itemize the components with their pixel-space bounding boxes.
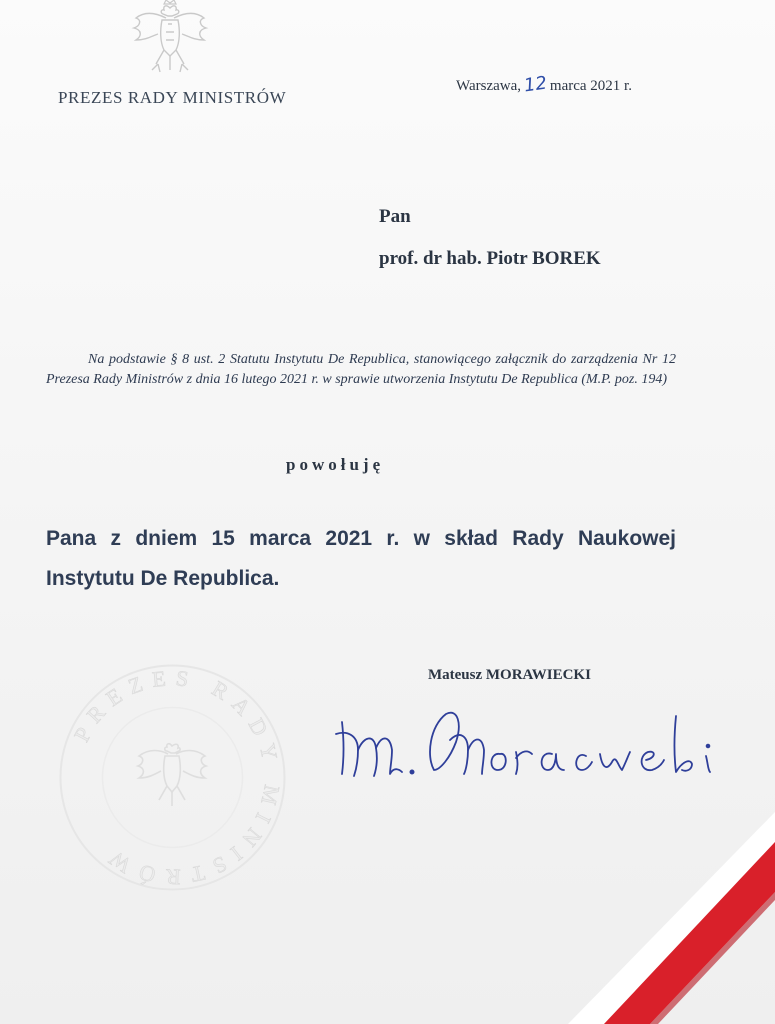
embossed-seal (55, 660, 290, 895)
addressee-name: prof. dr hab. Piotr BOREK (379, 248, 601, 269)
appointment-verb: powołuję (286, 455, 385, 474)
handwritten-signature (330, 700, 730, 790)
date-line (456, 74, 632, 95)
legal-basis-paragraph: Na podstawie § 8 ust. 2 Statutu Instytutu De Republica, stanowiącego załącznik do zarządzenia Nr 12 Prezesa Rady Ministrów z dnia 16 lutego 2021 r. w sprawie utworzenia Instytutu De Republica (M.P. poz. 194) (46, 352, 676, 387)
office-title: PREZES RADY MINISTRÓW (58, 88, 287, 107)
addressee-salutation: Pan (379, 206, 411, 227)
seal-text: PREZES RADY MINISTRÓW (68, 664, 285, 890)
eagle-emblem-icon (128, 0, 212, 78)
date-suffix: marca 2021 r. (549, 78, 632, 94)
signatory-name: Mateusz MORAWIECKI (428, 667, 591, 683)
date-prefix: Warszawa, (456, 78, 522, 94)
date-day-handwritten: 12 (522, 72, 549, 97)
appointment-paragraph: Pana z dniem 15 marca 2021 r. w skład Rady Naukowej Instytutu De Republica. (46, 527, 676, 590)
